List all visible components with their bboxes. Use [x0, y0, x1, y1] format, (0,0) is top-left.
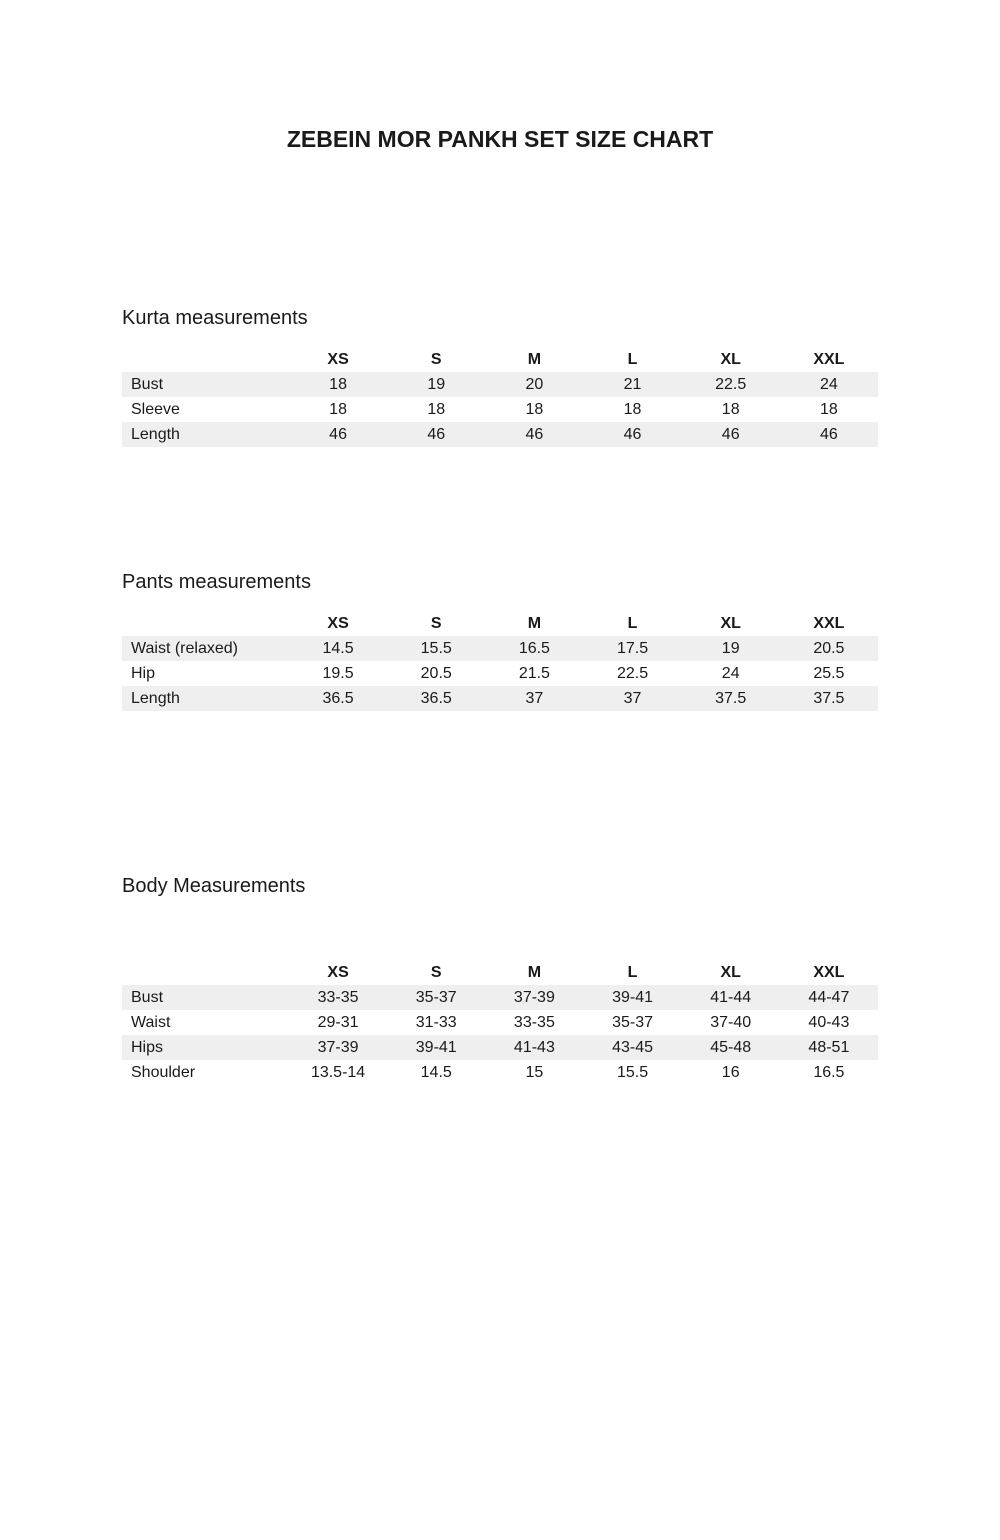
measurement-value: 25.5 [813, 664, 845, 682]
measurement-value: 33-35 [513, 1013, 555, 1031]
measurement-value: 18 [525, 400, 544, 418]
measurement-value: 17.5 [616, 639, 649, 657]
page-title: ZEBEIN MOR PANKH SET SIZE CHART [286, 126, 714, 152]
measurement-value: 18 [819, 400, 838, 418]
measurement-value: 41-43 [513, 1038, 555, 1056]
size-column-header: M [527, 963, 542, 981]
measurement-value: 15.5 [616, 1063, 649, 1081]
kurta-measurements-table [122, 347, 878, 447]
measurement-value: 18 [721, 400, 740, 418]
measurement-value: 46 [525, 425, 544, 443]
measurement-value: 15 [525, 1063, 544, 1081]
size-column-header: XXL [813, 614, 845, 632]
measurement-row [122, 985, 878, 1010]
measurement-value: 20 [525, 375, 544, 393]
measurement-row-label: Length [131, 425, 180, 443]
size-column-header: M [527, 350, 542, 368]
measurement-value: 35-37 [415, 988, 457, 1006]
row-label-header-spacer [122, 347, 289, 372]
size-column-header: XXL [813, 350, 845, 368]
measurement-value: 16.5 [813, 1063, 845, 1081]
pants-measurements-section [122, 569, 1000, 711]
size-column-header: L [627, 963, 638, 981]
size-chart-document [0, 126, 1000, 1085]
measurement-value: 48-51 [808, 1038, 850, 1056]
measurement-row [122, 1010, 878, 1035]
measurement-value: 35-37 [612, 1013, 653, 1031]
body-measurements-table [122, 960, 878, 1085]
measurement-value: 20.5 [420, 664, 452, 682]
measurement-row-label: Sleeve [131, 400, 180, 418]
kurta-section-heading: Kurta measurements [122, 307, 308, 329]
size-column-header: XS [327, 350, 349, 368]
size-header-row [122, 611, 878, 636]
measurement-value: 14.5 [420, 1063, 452, 1081]
size-column-header: M [527, 614, 542, 632]
measurement-value: 22.5 [715, 375, 747, 393]
size-column-header: S [430, 963, 442, 981]
size-column-header: XXL [813, 963, 845, 981]
body-section-heading: Body Measurements [122, 875, 306, 897]
body-measurements-section [122, 873, 1000, 1085]
measurement-value: 18 [427, 400, 446, 418]
measurement-value: 22.5 [616, 664, 649, 682]
size-column-header: S [430, 614, 442, 632]
measurement-row-label: Hip [131, 664, 156, 682]
measurement-value: 24 [721, 664, 740, 682]
size-column-header: S [430, 350, 442, 368]
measurement-row [122, 422, 878, 447]
measurement-value: 46 [721, 425, 740, 443]
measurement-value: 43-45 [612, 1038, 653, 1056]
measurement-value: 41-44 [710, 988, 752, 1006]
measurement-value: 46 [623, 425, 642, 443]
measurement-value: 19.5 [322, 664, 354, 682]
measurement-value: 45-48 [710, 1038, 752, 1056]
measurement-row [122, 397, 878, 422]
measurement-value: 44-47 [808, 988, 850, 1006]
row-label-header-spacer [122, 611, 289, 636]
measurement-row [122, 372, 878, 397]
row-label-header-spacer [122, 960, 289, 985]
measurement-row [122, 661, 878, 686]
measurement-row [122, 1035, 878, 1060]
measurement-value: 16.5 [518, 639, 550, 657]
measurement-value: 24 [819, 375, 838, 393]
measurement-value: 37 [623, 689, 642, 707]
measurement-row-label: Bust [131, 375, 164, 393]
measurement-row-label: Length [131, 689, 180, 707]
measurement-value: 19 [721, 639, 740, 657]
measurement-value: 37-39 [513, 988, 555, 1006]
size-column-header: XL [720, 614, 741, 632]
measurement-value: 37.5 [715, 689, 747, 707]
measurement-row-label: Hips [131, 1038, 164, 1056]
size-header-row [122, 347, 878, 372]
size-header-row [122, 960, 878, 985]
measurement-row-label: Shoulder [131, 1063, 196, 1081]
size-column-header: XS [327, 963, 349, 981]
measurement-row-label: Bust [131, 988, 164, 1006]
measurement-value: 37-40 [710, 1013, 752, 1031]
measurement-value: 16 [721, 1063, 740, 1081]
measurement-value: 31-33 [415, 1013, 457, 1031]
measurement-value: 46 [427, 425, 446, 443]
pants-section-heading: Pants measurements [122, 571, 311, 593]
measurement-value: 18 [329, 400, 347, 418]
measurement-value: 20.5 [813, 639, 845, 657]
measurement-value: 46 [819, 425, 838, 443]
measurement-value: 21.5 [518, 664, 550, 682]
measurement-value: 18 [623, 400, 642, 418]
measurement-value: 15.5 [420, 639, 452, 657]
size-column-header: L [627, 614, 638, 632]
measurement-value: 13.5-14 [310, 1063, 366, 1081]
pants-measurements-table [122, 611, 878, 711]
measurement-row [122, 686, 878, 711]
measurement-value: 39-41 [415, 1038, 457, 1056]
measurement-row [122, 636, 878, 661]
size-column-header: XL [720, 350, 741, 368]
measurement-value: 46 [329, 425, 347, 443]
kurta-measurements-section [122, 305, 1000, 447]
measurement-value: 21 [623, 375, 642, 393]
measurement-row-label: Waist [131, 1013, 171, 1031]
measurement-value: 40-43 [808, 1013, 850, 1031]
measurement-value: 37.5 [813, 689, 845, 707]
measurement-value: 29-31 [317, 1013, 359, 1031]
size-column-header: L [627, 350, 638, 368]
measurement-value: 37-39 [317, 1038, 359, 1056]
size-column-header: XL [720, 963, 741, 981]
measurement-value: 37 [525, 689, 544, 707]
measurement-value: 36.5 [420, 689, 452, 707]
measurement-value: 33-35 [317, 988, 359, 1006]
measurement-value: 19 [427, 375, 446, 393]
size-column-header: XS [327, 614, 349, 632]
measurement-value: 36.5 [322, 689, 354, 707]
measurement-value: 39-41 [612, 988, 653, 1006]
measurement-row-label: Waist (relaxed) [131, 639, 238, 657]
measurement-row [122, 1060, 878, 1085]
measurement-value: 18 [329, 375, 347, 393]
measurement-value: 14.5 [322, 639, 354, 657]
